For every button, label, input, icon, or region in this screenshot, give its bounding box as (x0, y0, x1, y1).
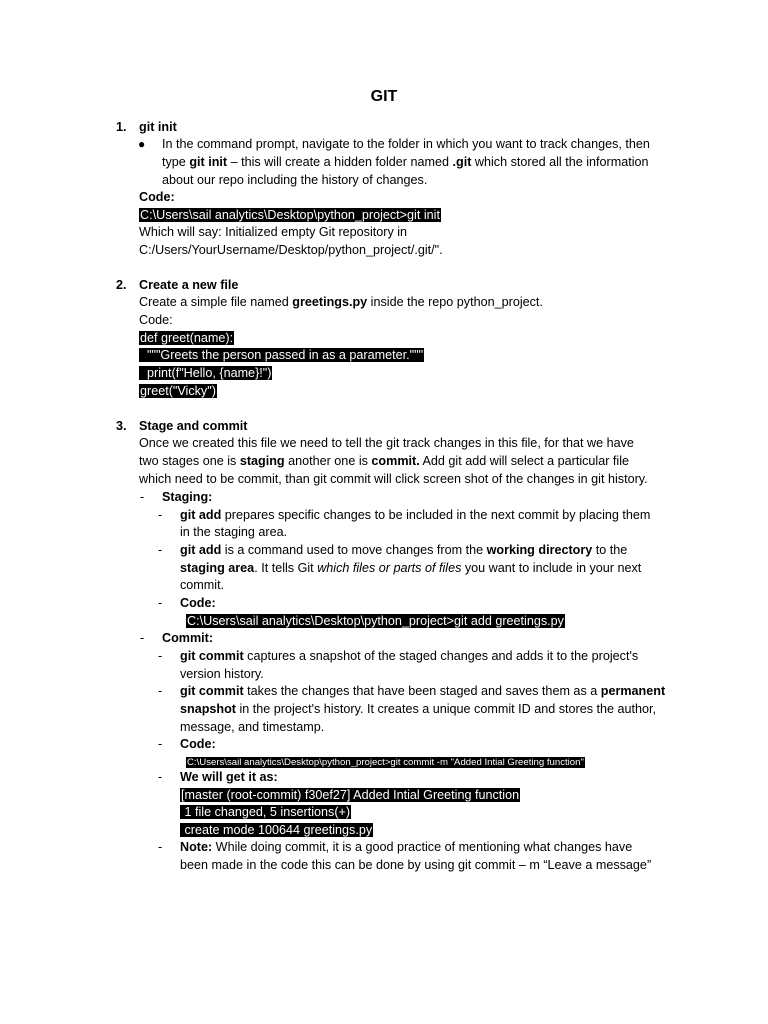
s3-paragraph-line-3: which need to be commit, than git commit will click screen shot of the changes in git history. (139, 472, 648, 486)
s3-paragraph-line-1: Once we created this file we need to tell the git track changes in this file, for that we have (139, 436, 634, 450)
section-3-heading: Stage and commit (139, 419, 248, 433)
staging-item-2-line-3: commit. (180, 578, 225, 592)
dash-icon: - (140, 631, 145, 645)
dash-icon: - (158, 596, 163, 610)
dash-icon: - (158, 649, 163, 663)
staging-label: Staging: (162, 490, 213, 504)
commit-code-block: C:\Users\sail analytics\Desktop\python_project>git commit -m "Added Intial Greeting function" (187, 757, 584, 768)
section-2-heading: Create a new file (139, 278, 239, 292)
section-1-heading: git init (139, 120, 177, 134)
s3-paragraph-line-2: two stages one is staging another one is commit. Add git add will select a particular file (139, 454, 630, 468)
bullet-dot-icon: ● (138, 137, 146, 151)
staging-code-block: C:\Users\sail analytics\Desktop\python_project>git add greetings.py (187, 614, 564, 628)
staging-item-1-line-1: git add prepares specific changes to be included in the next commit by placing them (180, 508, 651, 522)
document-title: GIT (370, 88, 398, 105)
commit-output-line-3: create mode 100644 greetings.py (181, 823, 373, 837)
s2-code-line-4: greet("Vicky") (140, 384, 216, 398)
staging-code-label: Code: (180, 596, 216, 610)
s1-bullet-line-3: about our repo including the history of changes. (162, 173, 428, 187)
staging-item-2-line-2: staging area. It tells Git which files or parts of files you want to include in your next (180, 561, 642, 575)
commit-item-2-line-1: git commit takes the changes that have been staged and saves them as a permanent (180, 684, 666, 698)
s2-description: Create a simple file named greetings.py inside the repo python_project. (139, 295, 543, 309)
s1-output-line-1: Which will say: Initialized empty Git repository in (139, 225, 408, 239)
section-1-number: 1. (116, 120, 127, 134)
s2-code-label: Code: (139, 313, 173, 327)
commit-item-2-line-2: snapshot in the project's history. It creates a unique commit ID and stores the author, (180, 702, 657, 716)
dash-icon: - (158, 737, 163, 751)
s1-bullet-line-2: type git init – this will create a hidden folder named .git which stored all the information (162, 155, 649, 169)
staging-item-2-line-1: git add is a command used to move changes from the working directory to the (180, 543, 628, 557)
commit-output-line-1: [master (root-commit) f30ef27] Added Intial Greeting function (181, 788, 520, 802)
section-3-number: 3. (116, 419, 127, 433)
dash-icon: - (158, 684, 163, 698)
commit-output-line-2: 1 file changed, 5 insertions(+) (181, 805, 351, 819)
commit-code-label: Code: (180, 737, 216, 751)
commit-item-2-line-3: message, and timestamp. (180, 720, 325, 734)
note-line-1: Note: While doing commit, it is a good practice of mentioning what changes have (180, 840, 633, 854)
s1-code-block: C:\Users\sail analytics\Desktop\python_project>git init (140, 208, 440, 222)
s2-code-line-1: def greet(name): (140, 331, 234, 345)
s1-output-line-2: C:/Users/YourUsername/Desktop/python_project/.git/". (139, 243, 443, 257)
s1-code-label: Code: (139, 190, 175, 204)
dash-icon: - (158, 508, 163, 522)
s2-code-line-2: """Greets the person passed in as a parameter.""" (140, 348, 424, 362)
commit-label: Commit: (162, 631, 214, 645)
get-it-label: We will get it as: (180, 770, 278, 784)
commit-item-1-line-2: version history. (180, 667, 264, 681)
section-2-number: 2. (116, 278, 127, 292)
commit-item-1-line-1: git commit captures a snapshot of the staged changes and adds it to the project's (180, 649, 639, 663)
s2-code-line-3: print(f"Hello, {name}!") (140, 366, 272, 380)
dash-icon: - (158, 543, 163, 557)
dash-icon: - (158, 770, 163, 784)
s1-bullet-line-1: In the command prompt, navigate to the folder in which you want to track changes, then (162, 137, 650, 151)
staging-item-1-line-2: in the staging area. (180, 525, 288, 539)
dash-icon: - (158, 840, 163, 854)
note-line-2: been made in the code this can be done by using git commit – m “Leave a message” (180, 858, 652, 872)
dash-icon: - (140, 490, 145, 504)
